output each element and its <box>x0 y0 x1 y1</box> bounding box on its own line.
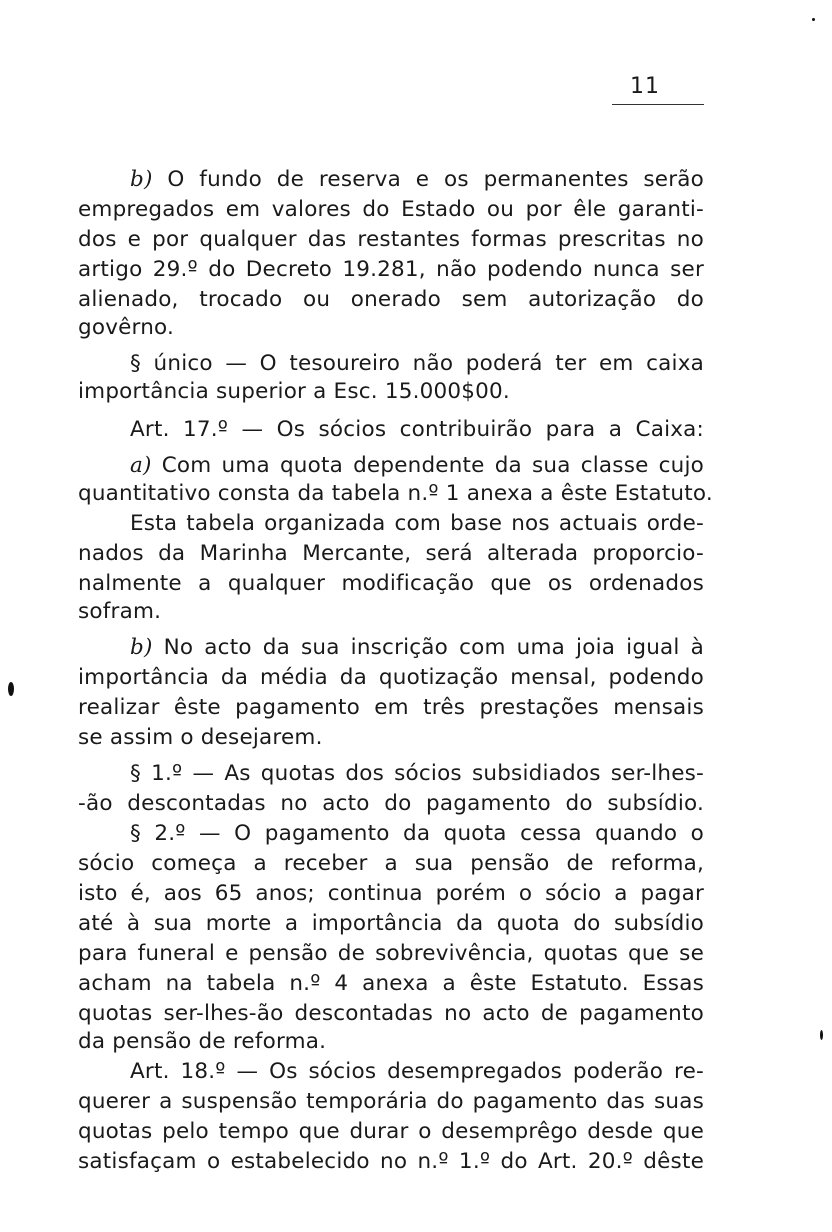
text-line <box>78 286 704 314</box>
line-text: sócio começa a receber a sua pensão de reforma, <box>78 851 704 876</box>
item-marker: b) <box>130 167 153 192</box>
text-line <box>78 226 704 254</box>
text-line <box>130 166 704 194</box>
line-text: § 1.º — As quotas dos sócios subsidiados ser-lhes- <box>130 761 704 786</box>
line-text: § único — O tesoureiro não poderá ter em caixa <box>130 351 704 376</box>
text-line <box>130 820 704 848</box>
line-text: satisfaçam o estabelecido no n.º 1.º do Art. 20.º dêste <box>78 1149 704 1174</box>
line-text: No acto da sua inscrição com uma joia igual à <box>152 635 704 660</box>
print-speck <box>812 18 815 21</box>
line-text: Com uma quota dependente da sua classe cujo <box>151 453 704 478</box>
line-text: § 2.º — O pagamento da quota cessa quando o <box>130 821 704 846</box>
line-text: acham na tabela n.º 4 anexa a êste Estatuto. Essas <box>78 971 704 996</box>
text-line <box>78 664 704 692</box>
line-text: se assim o desejarem. <box>78 725 323 750</box>
line-text: artigo 29.º do Decreto 19.281, não podendo nunca ser <box>78 257 704 282</box>
line-text: Art. 18.º — Os sócios desempregados poderão re- <box>130 1059 704 1084</box>
text-line <box>130 416 704 444</box>
line-text: querer a suspensão temporária do pagamento das suas <box>78 1089 704 1114</box>
line-text: quantitativo consta da tabela n.º 1 anexa a êste Estatuto. <box>78 481 713 506</box>
item-marker: b) <box>130 635 153 660</box>
text-line <box>78 910 704 938</box>
line-text: isto é, aos 65 anos; continua porém o sócio a pagar <box>78 881 704 906</box>
text-line <box>78 880 704 908</box>
line-text: até à sua morte a importância da quota do subsídio <box>78 911 704 936</box>
text-line <box>78 1148 704 1176</box>
line-text: importância superior a Esc. 15.000$00. <box>78 379 510 404</box>
line-text: quotas pelo tempo que durar o desemprêgo desde que <box>78 1119 704 1144</box>
line-text: realizar êste pagamento em três prestações mensais <box>78 695 704 720</box>
line-text: nalmente a qualquer modificação que os ordenados <box>78 571 704 596</box>
text-line <box>130 634 704 662</box>
page-number: 11 <box>630 74 660 99</box>
line-text: para funeral e pensão de sobrevivência, quotas que se <box>78 941 704 966</box>
text-line <box>130 760 704 788</box>
line-text: alienado, trocado ou onerado sem autorização do <box>78 287 704 312</box>
page-number-rule <box>612 104 704 105</box>
text-line <box>130 452 704 480</box>
text-line <box>78 1000 704 1028</box>
text-line <box>130 510 704 538</box>
text-line <box>78 314 174 342</box>
line-text: Art. 17.º — Os sócios contribuirão para a Caixa: <box>130 417 704 442</box>
line-text: Esta tabela organizada com base nos actuais orde- <box>130 511 704 536</box>
line-text: importância da média da quotização mensal, podendo <box>78 665 704 690</box>
text-line <box>78 540 704 568</box>
text-line <box>78 196 704 224</box>
line-text: sofram. <box>78 599 162 624</box>
text-line <box>78 724 323 752</box>
text-line <box>78 1118 704 1146</box>
line-text: dos e por qualquer das restantes formas prescritas no <box>78 227 704 252</box>
text-line <box>78 480 713 508</box>
text-line <box>78 940 704 968</box>
line-text: quotas ser-lhes-ão descontadas no acto de pagamento <box>78 1001 704 1026</box>
text-line <box>78 790 704 818</box>
line-text: empregados em valores do Estado ou por êle garanti- <box>78 197 704 222</box>
line-text: govêrno. <box>78 315 175 340</box>
line-text: nados da Marinha Mercante, será alterada proporcio- <box>78 541 704 566</box>
line-text: -ão descontadas no acto do pagamento do subsídio. <box>78 791 704 816</box>
text-line <box>130 1058 704 1086</box>
text-line <box>78 570 704 598</box>
text-line <box>78 256 704 284</box>
text-line <box>78 970 704 998</box>
item-marker: a) <box>130 453 152 478</box>
text-line <box>78 598 161 626</box>
text-line <box>78 1088 704 1116</box>
text-line <box>130 350 704 378</box>
line-text: da pensão de reforma. <box>78 1029 327 1054</box>
text-line <box>78 694 704 722</box>
print-speck <box>8 682 14 696</box>
print-speck <box>820 1030 823 1040</box>
text-line <box>78 850 704 878</box>
text-line <box>78 1028 326 1056</box>
line-text: O fundo de reserva e os permanentes serão <box>152 167 704 192</box>
text-line <box>78 378 510 406</box>
